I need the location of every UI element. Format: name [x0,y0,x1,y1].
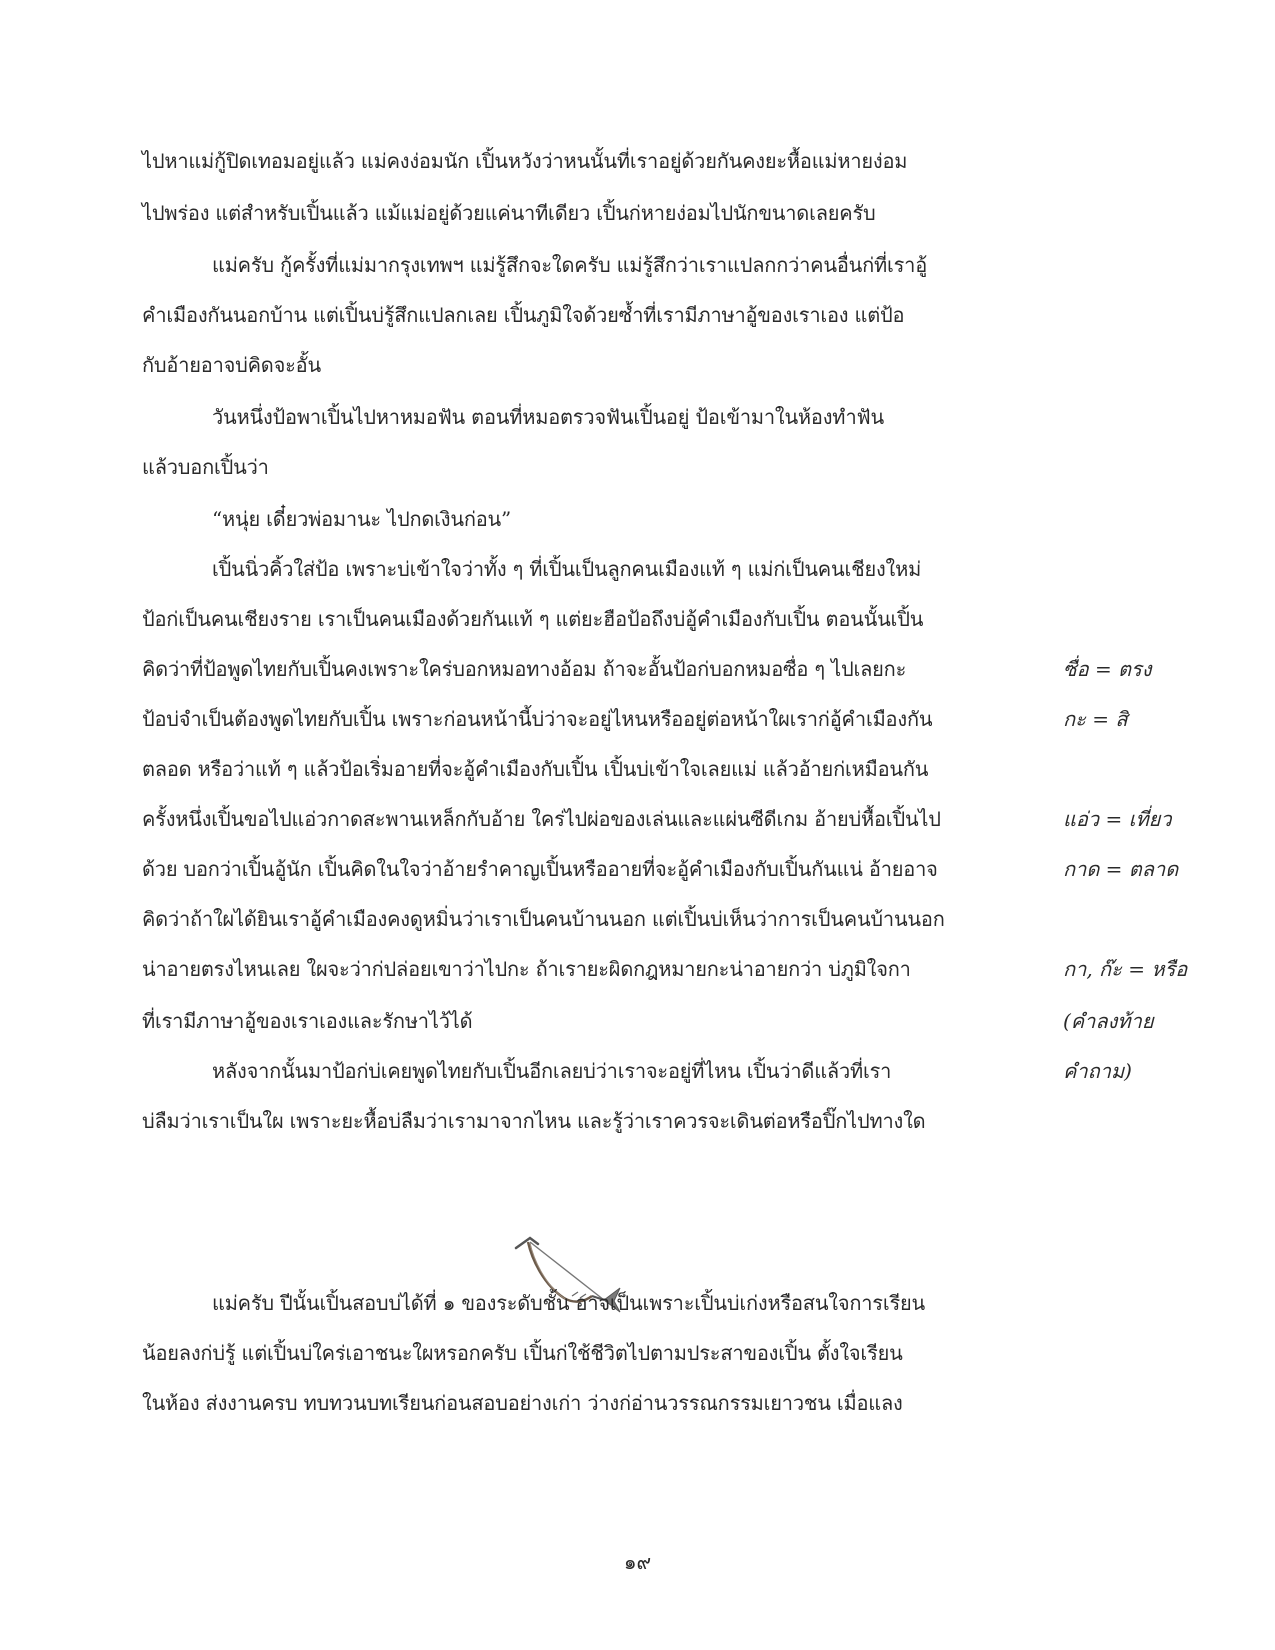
glossary-note: กะ = สิ [1063,707,1128,731]
text-line: แม่ครับ กู้ครั้งที่แม่มากรุงเทพฯ แม่รู้สึกจะใดครับ แม่รู้สึกว่าเราแปลกกว่าคนอื่นก่ที่เราอู้ [212,253,928,277]
glossary-note: ซื่อ = ตรง [1063,657,1152,681]
glossary-note: แอ่ว = เที่ยว [1063,807,1172,831]
text-line: แล้วบอกเปิ้นว่า [142,455,269,479]
text-line: คิดว่าที่ป้อพูดไทยกับเปิ้นคงเพราะใคร่บอกหมอทางอ้อม ถ้าจะอั้นป้อก่บอกหมอซื่อ ๆ ไปเลยกะ [142,657,907,681]
glossary-note: กา, ก๊ะ = หรือ [1063,957,1188,981]
text-line: ป้อก่เป็นคนเชียงราย เราเป็นคนเมืองด้วยกันแท้ ๆ แต่ยะฮือป้อถึงบ่อู้คำเมืองกับเปิ้น ตอนนั้นเปิ้น [142,607,924,631]
text-line: คำเมืองกันนอกบ้าน แต่เปิ้นบ่รู้สึกแปลกเลย เปิ้นภูมิใจด้วยซ้ำที่เรามีภาษาอู้ของเราเอง แต่ป้อ [142,303,905,327]
glossary-note: คำถาม) [1063,1059,1132,1083]
text-line: หลังจากนั้นมาป้อก่บ่เคยพูดไทยกับเปิ้นอีกเลยบ่ว่าเราจะอยู่ที่ไหน เปิ้นว่าดีแล้วที่เรา [212,1059,892,1083]
text-line: น้อยลงก่บ่รู้ แต่เปิ้นบ่ใคร่เอาชนะใผหรอกครับ เปิ้นก่ใช้ชีวิตไปตามประสาของเปิ้น ตั้งใจเรียน [142,1341,903,1365]
text-line: ป้อบ่จำเป็นต้องพูดไทยกับเปิ้น เพราะก่อนหน้านี้บ่ว่าจะอยู่ไหนหรืออยู่ต่อหน้าใผเราก่อู้คำเมืองกัน [142,707,933,731]
glossary-note: กาด = ตลาด [1063,857,1179,881]
glossary-note: (คำลงท้าย [1063,1009,1154,1033]
text-line: ที่เรามีภาษาอู้ของเราเองและรักษาไว้ได้ [142,1009,473,1033]
text-line: ไปหาแม่กู้ปิดเทอมอยู่แล้ว แม่คงง่อมนัก เปิ้นหวังว่าหนนั้นที่เราอยู่ด้วยกันคงยะหื้อแม่หายง่อม [142,149,908,173]
text-line: ไปพร่อง แต่สำหรับเปิ้นแล้ว แม้แม่อยู่ด้วยแค่นาทีเดียว เปิ้นก่หายง่อมไปนักขนาดเลยครับ [142,201,876,225]
text-line: แม่ครับ ปีนั้นเปิ้นสอบบ่ได้ที่ ๑ ของระดับชั้น อาจเป็นเพราะเปิ้นบ่เก่งหรือสนใจการเรียน [212,1291,926,1315]
text-line: กับอ้ายอาจบ่คิดจะอั้น [142,353,321,377]
text-line: ในห้อง ส่งงานครบ ทบทวนบทเรียนก่อนสอบอย่างเก่า ว่างก่อ่านวรรณกรรมเยาวชน เมื่อแลง [142,1391,903,1415]
text-line: คิดว่าถ้าใผได้ยินเราอู้คำเมืองคงดูหมิ่นว่าเราเป็นคนบ้านนอก แต่เปิ้นบ่เห็นว่าการเป็นคนบ้านนอก [142,907,945,931]
text-line: ครั้งหนึ่งเปิ้นขอไปแอ่วกาดสะพานเหล็กกับอ้าย ใคร่ไปผ่อของเล่นและแผ่นซีดีเกม อ้ายบ่หื้อเปิ้นไป [142,807,941,831]
dialogue-line: “หนุ่ย เดี๋ยวพ่อมานะ ไปกดเงินก่อน” [212,507,512,531]
text-line: น่าอายตรงไหนเลย ใผจะว่าก่ปล่อยเขาว่าไปกะ ถ้าเรายะผิดกฎหมายกะน่าอายกว่า บ่ภูมิใจกา [142,957,911,981]
text-line: ด้วย บอกว่าเปิ้นอู้นัก เปิ้นคิดในใจว่าอ้ายรำคาญเปิ้นหรืออายที่จะอู้คำเมืองกับเปิ้นกันแน่ อ้ายอาจ [142,857,938,881]
text-line: วันหนึ่งป้อพาเปิ้นไปหาหมอฟัน ตอนที่หมอตรวจฟันเปิ้นอยู่ ป้อเข้ามาในห้องทำฟัน [212,405,884,429]
page-number: ๑๙ [623,1550,652,1574]
text-line: บ่ลืมว่าเราเป็นใผ เพราะยะหื้อบ่ลืมว่าเรามาจากไหน และรู้ว่าเราควรจะเดินต่อหรือปิ๊กไปทางใด [142,1109,926,1133]
text-line: ตลอด หรือว่าแท้ ๆ แล้วป้อเริ่มอายที่จะอู้คำเมืองกับเปิ้น เปิ้นบ่เข้าใจเลยแม่ แล้วอ้ายก่เหมือนกัน [142,757,929,781]
text-line: เปิ้นนิ่วคิ้วใส่ป้อ เพราะบ่เข้าใจว่าทั้ง ๆ ที่เปิ้นเป็นลูกคนเมืองแท้ ๆ แม่ก่เป็นคนเชียงใหม่ [212,557,922,581]
